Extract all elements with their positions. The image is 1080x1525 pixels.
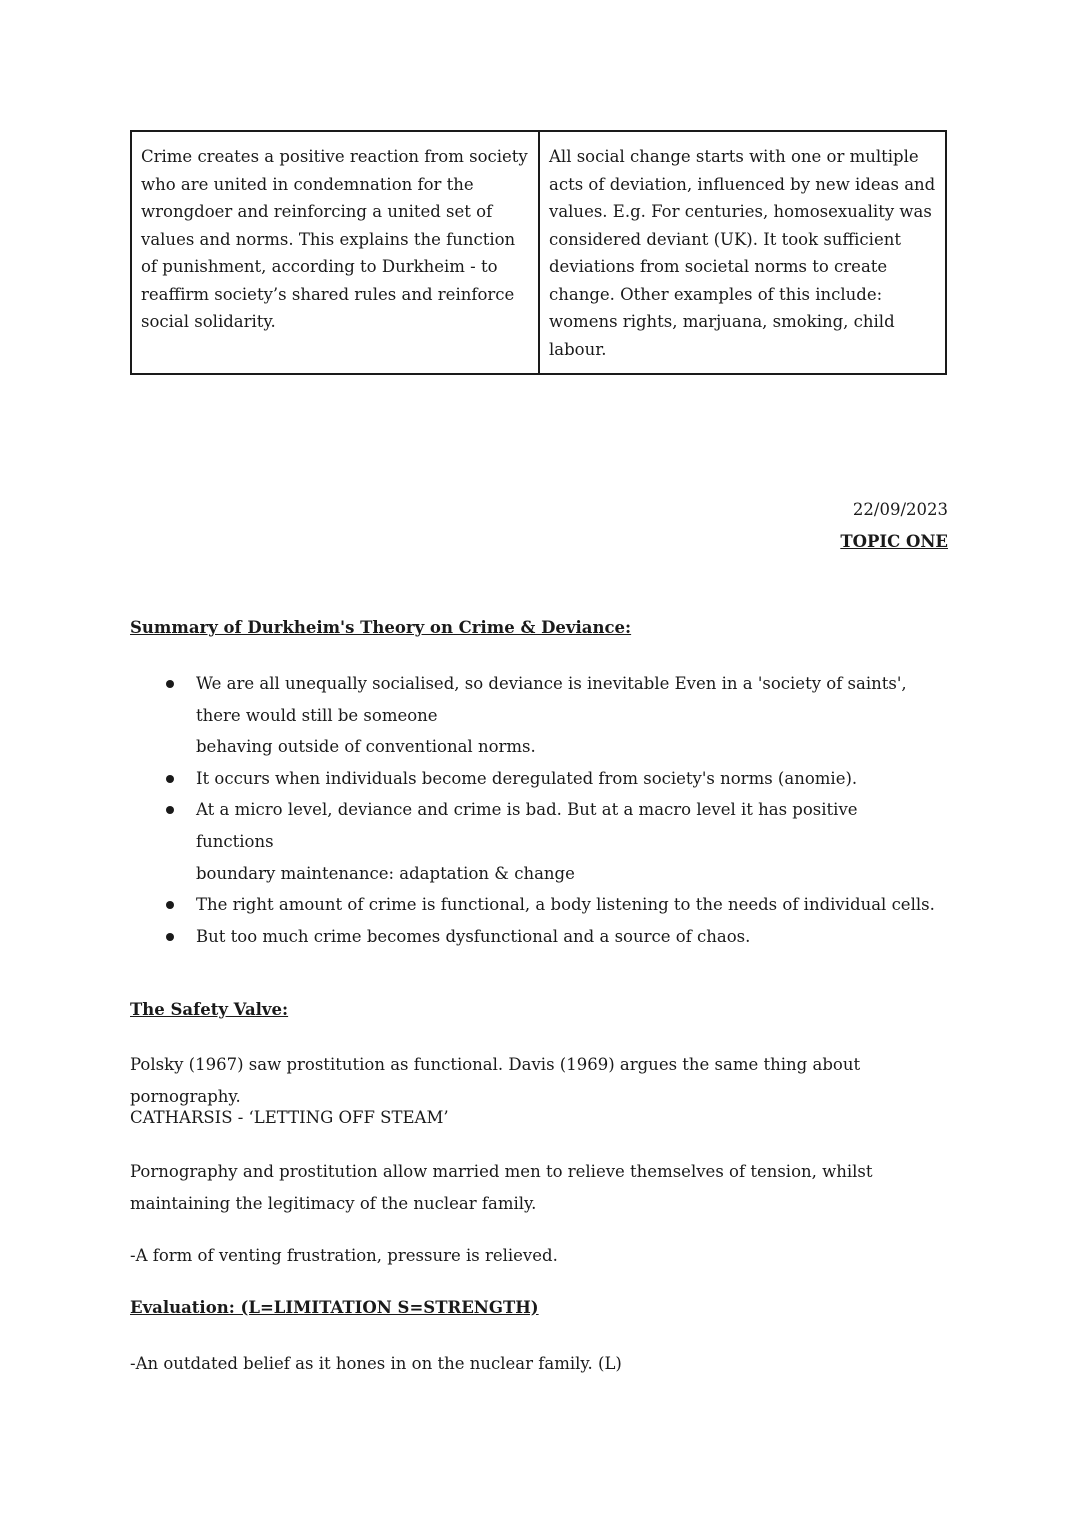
evaluation-point: -An outdated belief as it hones in on the nuclear family. (L) xyxy=(130,1354,622,1373)
bullet-text: But too much crime becomes dysfunctional and a source of chaos. xyxy=(196,926,751,946)
bullet-icon xyxy=(166,680,174,688)
list-item xyxy=(160,668,940,763)
bullet-text: We are all unequally socialised, so deviance is inevitable Even in a 'society of saints', there would still be someone xyxy=(196,674,907,725)
list-item xyxy=(160,763,940,795)
bullet-icon xyxy=(166,775,174,783)
topic-title: TOPIC ONE xyxy=(840,532,948,551)
bullet-text: At a micro level, deviance and crime is bad. But at a macro level it has positive functions xyxy=(196,800,858,851)
summary-heading: Summary of Durkheim's Theory on Crime & Deviance: xyxy=(130,618,632,637)
summary-bullet-list xyxy=(160,668,940,952)
safety-valve-heading: The Safety Valve: xyxy=(130,1000,289,1019)
venting-paragraph: -A form of venting frustration, pressure is relieved. xyxy=(130,1246,558,1265)
polsky-paragraph: Polsky (1967) saw prostitution as functional. Davis (1969) argues the same thing about pornography. xyxy=(130,1055,861,1106)
bullet-icon xyxy=(166,806,174,814)
bullet-text: The right amount of crime is functional, a body listening to the needs of individual cells. xyxy=(196,895,935,915)
date-label: 22/09/2023 xyxy=(852,500,948,519)
table-cell-left: Crime creates a positive reaction from society who are united in condemnation for the wrongdoer and reinforcing a united set of values and norms. This explains the function of punishment, according to Durkheim - to reaffirm society’s shared rules and reinforce social solidarity. xyxy=(132,132,540,373)
bullet-text-continued: boundary maintenance: adaptation & change xyxy=(196,863,575,883)
catharsis-label: CATHARSIS - ‘LETTING OFF STEAM’ xyxy=(130,1108,449,1127)
bullet-text-continued: behaving outside of conventional norms. xyxy=(196,737,536,757)
evaluation-heading: Evaluation: (L=LIMITATION S=STRENGTH) xyxy=(130,1298,539,1317)
list-item xyxy=(160,921,940,953)
catharsis-paragraph: Pornography and prostitution allow married men to relieve themselves of tension, whilst maintaining the legitimacy of the nuclear family. xyxy=(130,1162,873,1213)
table-cell-right: All social change starts with one or multiple acts of deviation, influenced by new ideas and values. E.g. For centuries, homosexuality was considered deviant (UK). It took sufficient deviations from societal norms to create change. Other examples of this include: womens rights, marjuana, smoking, child labour. xyxy=(549,147,936,359)
bullet-icon xyxy=(166,933,174,941)
bullet-icon xyxy=(166,901,174,909)
list-item xyxy=(160,794,940,889)
list-item xyxy=(160,889,940,921)
bullet-text: It occurs when individuals become deregulated from society's norms (anomie). xyxy=(196,768,858,788)
notes-table xyxy=(130,130,947,375)
